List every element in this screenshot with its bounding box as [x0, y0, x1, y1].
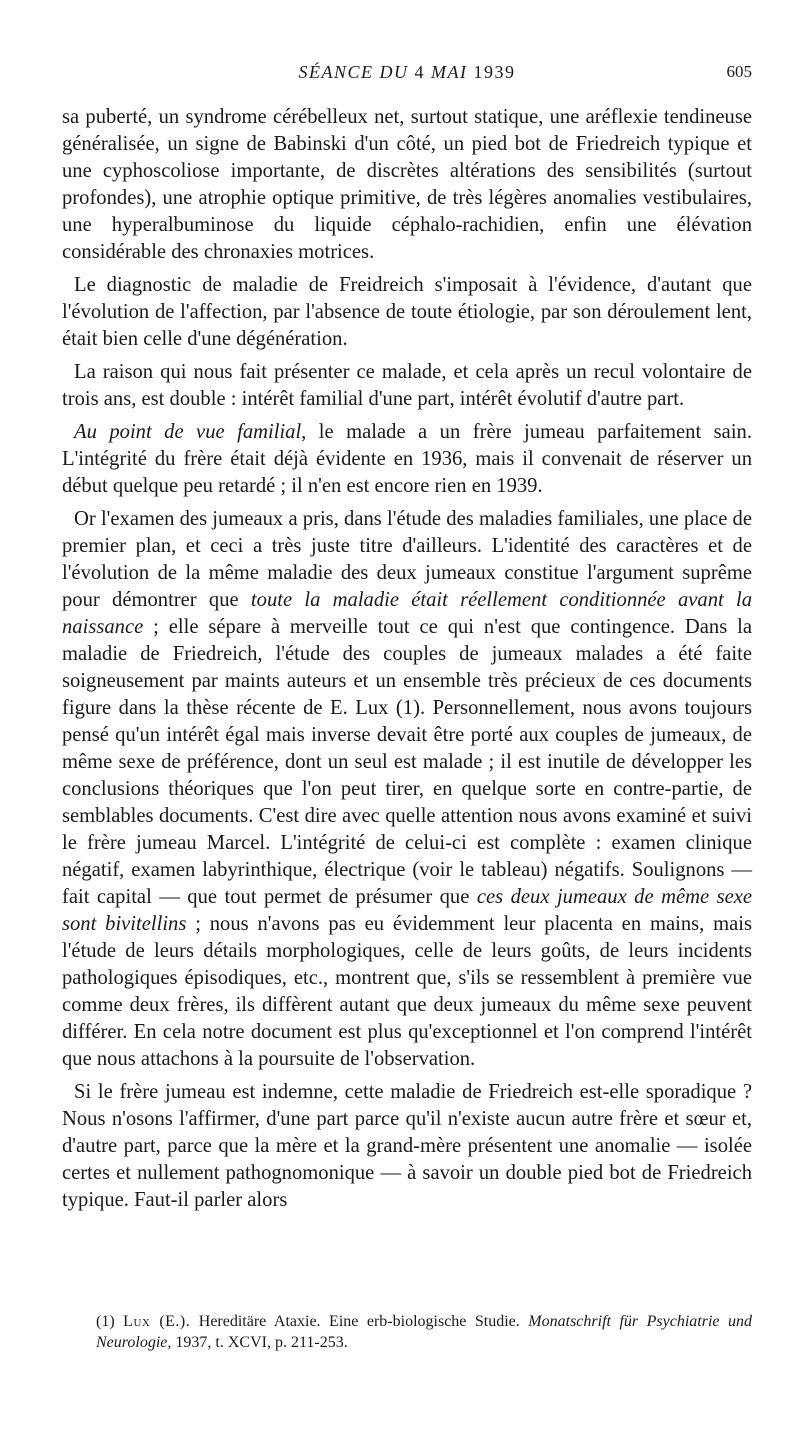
paragraph-5-text-2: ; elle sépare à merveille tout ce qui n'est que contingence. Dans la maladie de Friedreich, l'étude des couples de jumeaux malades a été faite soigneusement par maints auteurs et un ensemble très précieux de ces documents figure dans la thèse récente de E. Lux (1). Personnellement, nous avons toujours pensé qu'un intérêt égal mais inverse devait être porté aux couples de jumeaux, de même sexe de préférence, dont un seul est malade ; il est inutile de développer les conclusions théoriques que l'on peut tirer, en quelque sorte en contre-partie, de semblables documents. C'est dire avec quelle attention nous avons examiné et suivi le frère jumeau Marcel. L'intégrité de celui-ci est complète : examen clinique négatif, examen labyrinthique, électrique (voir le tableau) négatifs. Soulignons — fait capital — que tout permet de présumer que	[62, 616, 752, 908]
paragraph-2: Le diagnostic de maladie de Freidreich s'imposait à l'évidence, d'autant que l'évolution de l'affection, par l'absence de toute étiologie, par son déroulement lent, était bien celle d'une dégénération.	[62, 274, 752, 350]
italic-lead: Au point de vue familial,	[74, 421, 307, 443]
paragraph-3: La raison qui nous fait présenter ce malade, et cela après un recul volontaire de trois ans, est double : intérêt familial d'une part, intérêt évolutif d'autre part.	[62, 361, 752, 410]
footnote-title: Hereditäre Ataxie. Eine erb-biologische Studie.	[190, 1313, 529, 1330]
title-day: 4	[414, 62, 425, 82]
running-title	[62, 62, 752, 83]
paragraph-5-text-3: ; nous n'avons pas eu évidemment leur placenta en mains, mais l'étude de leurs détails morphologiques, celle de leurs goûts, de leurs incidents pathologiques épisodiques, etc., montrent que, s'ils se ressemblent à première vue comme deux frères, ils diffèrent autant que deux jumeaux du même sexe peuvent différer. En cela notre document est plus qu'exceptionnel et l'on comprend l'intérêt que nous attachons à la poursuite de l'observation.	[62, 913, 752, 1070]
footnote-journal: Monatschrift für Psychiatrie und Neurologie,	[96, 1313, 753, 1351]
italic-phrase-1: toute la maladie était réellement conditionnée avant la naissance	[62, 589, 752, 638]
footnote-citation: 1937, t. XCVI, p. 211-253.	[171, 1334, 348, 1351]
running-head	[62, 62, 752, 104]
paragraph-6: Si le frère jumeau est indemne, cette maladie de Friedreich est-elle sporadique ? Nous n'osons l'affirmer, d'une part parce qu'il n'existe aucun autre frère et sœur et, d'autre part, parce que la mère et la grand-mère présentent une anomalie — isolée certes et nullement pathognomonique — à savoir un double pied bot de Friedreich typique. Faut-il parler alors	[62, 1081, 752, 1211]
paragraph-5-text-1: Or l'examen des jumeaux a pris, dans l'étude des maladies familiales, une place de premier plan, et ceci a très juste titre d'ailleurs. L'identité des caractères et de l'évolution de la même maladie des deux jumeaux constitue l'argument suprême pour démontrer que	[62, 508, 752, 611]
paragraph-5	[62, 506, 752, 1073]
document-page	[0, 62, 800, 1442]
title-year: 1939	[473, 62, 516, 82]
paragraph-4	[62, 419, 752, 500]
body-text	[62, 104, 752, 1214]
title-part: SÉANCE DU	[298, 62, 415, 82]
footnote-author: Lux (E.).	[123, 1313, 191, 1330]
footnote-marker: (1)	[96, 1313, 124, 1330]
paragraph-1: sa puberté, un syndrome cérébelleux net, surtout statique, une aréflexie tendineuse généralisée, un signe de Babinski d'un côté, un pied bot de Friedreich typique et une cyphoscoliose importante, de discrètes altérations des sensibilités (surtout profondes), une atrophie optique primitive, de très légères anomalies vestibulaires, une hyperalbuminose du liquide céphalo-rachidien, enfin une élévation considérable des chronaxies motrices.	[62, 106, 752, 263]
footnote	[96, 1311, 752, 1353]
page-number: 605	[726, 62, 752, 81]
title-part: MAI	[425, 62, 474, 82]
italic-phrase-2: ces deux jumeaux de même sexe sont bivitellins	[62, 886, 752, 935]
paragraph-4-text: le malade a un frère jumeau parfaitement sain. L'intégrité du frère était déjà évidente en 1936, mais il convenait de réserver un début quelque peu retardé ; il n'en est encore rien en 1939.	[62, 421, 752, 497]
